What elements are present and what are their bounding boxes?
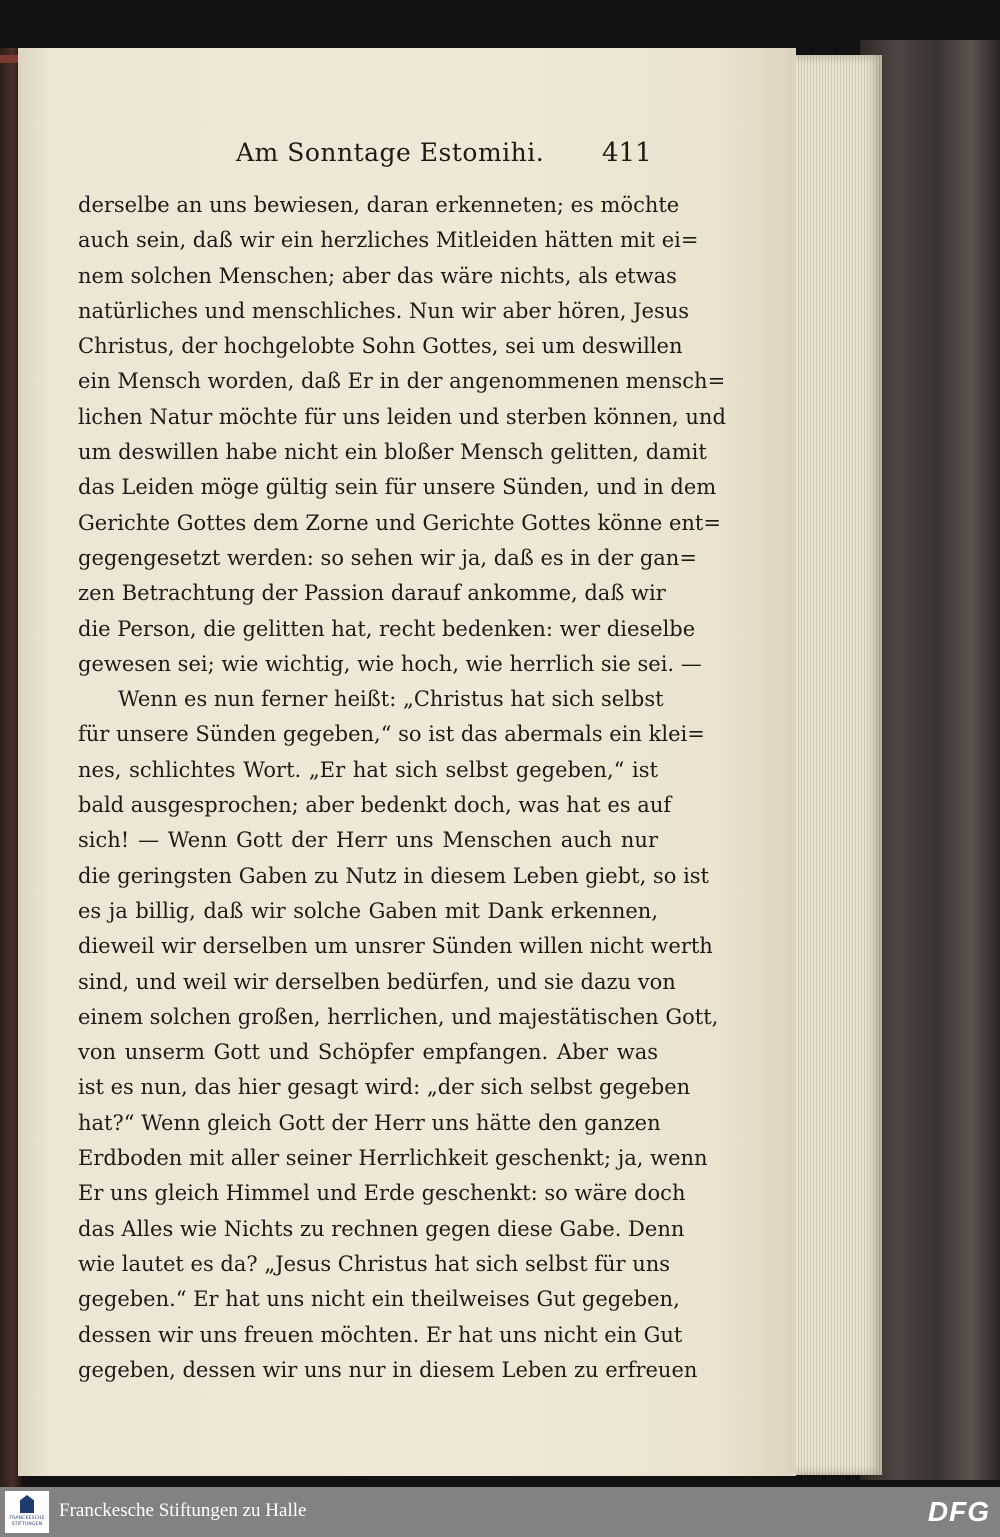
dfg-logo[interactable]: DFG (927, 1496, 990, 1527)
text-line: von unserm Gott und Schöpfer empfangen. Aber was (78, 1040, 658, 1065)
running-head: Am Sonntage Estomihi. (236, 138, 545, 167)
text-line: gegengesetzt werden: so sehen wir ja, daß es in der gan= (78, 545, 697, 570)
text-line: auch sein, daß wir ein herzliches Mitleiden hätten mit ei= (78, 228, 699, 253)
institution-name[interactable]: Franckesche Stiftungen zu Halle (59, 1500, 307, 1521)
text-line: die Person, die gelitten hat, recht bedenken: wer dieselbe (78, 616, 696, 641)
page-number: 411 (602, 138, 652, 168)
text-line: hat?“ Wenn gleich Gott der Herr uns hätte den ganzen (78, 1110, 661, 1135)
text-line: Christus, der hochgelobte Sohn Gottes, sei um deswillen (78, 334, 683, 359)
text-line: für unsere Sünden gegeben,“ so ist das abermals ein klei= (78, 722, 705, 747)
text-line: natürliches und menschliches. Nun wir aber hören, Jesus (78, 298, 690, 323)
text-line: einem solchen großen, herrlichen, und majestätischen Gott, (78, 1004, 719, 1029)
text-line: nem solchen Menschen; aber das wäre nichts, als etwas (78, 263, 677, 288)
text-line: gewesen sei; wie wichtig, wie hoch, wie herrlich sie sei. — (78, 651, 702, 676)
house-icon (20, 1495, 34, 1513)
text-line: wie lautet es da? „Jesus Christus hat sich selbst für uns (78, 1251, 671, 1276)
paragraph-first-line: Wenn es nun ferner heißt: „Christus hat sich selbst (118, 687, 664, 712)
text-line: das Alles wie Nichts zu rechnen gegen diese Gabe. Denn (78, 1216, 685, 1241)
text-line: dessen wir uns freuen möchten. Er hat uns nicht ein Gut (78, 1322, 683, 1347)
text-line: sich! — Wenn Gott der Herr uns Menschen auch nur (78, 828, 658, 853)
logo-caption-line2: STIFTUNGEN (11, 1521, 43, 1527)
logo-caption (5, 1516, 49, 1527)
text-line: lichen Natur möchte für uns leiden und sterben können, und (78, 404, 726, 429)
text-line: um deswillen habe nicht ein bloßer Mensch gelitten, damit (78, 440, 707, 465)
text-line: das Leiden möge gültig sein für unsere Sünden, und in dem (78, 475, 717, 500)
text-line: Er uns gleich Himmel und Erde geschenkt: so wäre doch (78, 1181, 686, 1206)
text-line: sind, und weil wir derselben bedürfen, und sie dazu von (78, 969, 676, 994)
text-line: gegeben, dessen wir uns nur in diesem Leben zu erfreuen (78, 1357, 698, 1382)
body-text (78, 188, 726, 1388)
franckesche-logo[interactable] (5, 1491, 49, 1533)
text-line: gegeben.“ Er hat uns nicht ein theilweises Gut gegeben, (78, 1287, 680, 1312)
text-line: bald ausgesprochen; aber bedenkt doch, was hat es auf (78, 793, 672, 818)
text-line: Gerichte Gottes dem Zorne und Gerichte Gottes könne ent= (78, 510, 721, 535)
text-line: ein Mensch worden, daß Er in der angenommenen mensch= (78, 369, 726, 394)
text-line: zen Betrachtung der Passion darauf ankomme, daß wir (78, 581, 666, 606)
text-line: derselbe an uns bewiesen, daran erkenneten; es möchte (78, 193, 680, 217)
page-header (0, 138, 1000, 178)
text-line: Erdboden mit aller seiner Herrlichkeit geschenkt; ja, wenn (78, 1146, 708, 1171)
page-edges (790, 55, 882, 1475)
text-line: ist es nun, das hier gesagt wird: „der sich selbst gegeben (78, 1075, 691, 1100)
viewer-footer-bar (0, 1487, 1000, 1537)
text-line: es ja billig, daß wir solche Gaben mit Dank erkennen, (78, 898, 658, 923)
text-line: nes, schlichtes Wort. „Er hat sich selbst gegeben,“ ist (78, 757, 658, 782)
text-line: die geringsten Gaben zu Nutz in diesem Leben giebt, so ist (78, 863, 709, 888)
text-line: dieweil wir derselben um unsrer Sünden willen nicht werth (78, 934, 713, 959)
logo-caption-line1: FRANCKESCHE (9, 1516, 45, 1521)
